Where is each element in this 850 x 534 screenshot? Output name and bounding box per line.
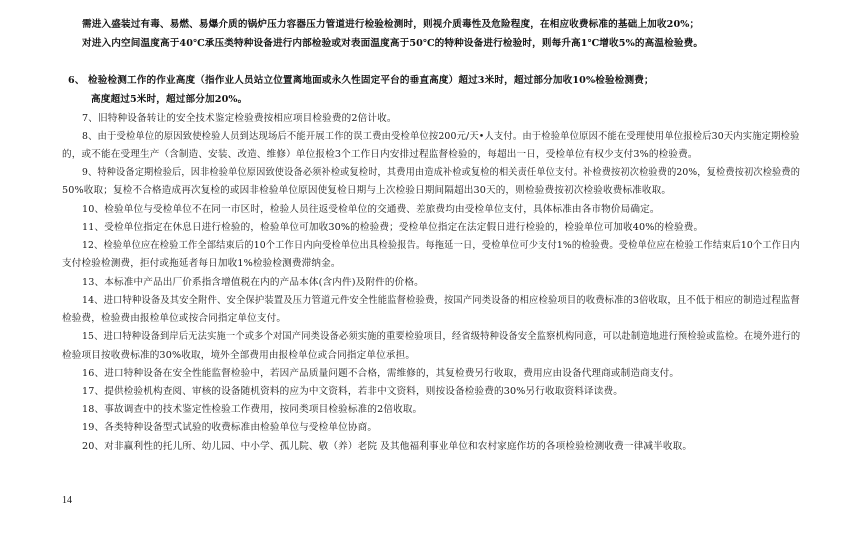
text-line: 8、由于受检单位的原因致使检验人员到达现场后不能开展工作的误工费由受检单位按200元/天•人支付。由于检验单位原因不能在受理使用单位报检后30天内实施定期检验 — [82, 131, 800, 142]
text-line: 7、旧特种设备转让的安全技术鉴定检验费按相应项目检验费的2倍计收。 — [82, 113, 397, 124]
text-line: 13、本标准中产品出厂价系指含增值税在内的产品本体(含内件)及附件的价格。 — [82, 277, 424, 288]
text-line: 19、各类特种设备型式试验的收费标准由检验单位与受检单位协商。 — [82, 422, 378, 433]
text-line: 12、检验单位应在检验工作全部结束后的10个工作日内向受检单位出具检验报告。每拖延一日，受检单位可少支付1%的检验费。受检单位应在检验工作结束后10个工作日内 — [82, 240, 800, 251]
text-line: 检验费，检验费由报检单位或按合同指定单位支付。 — [62, 313, 287, 324]
text-line: 11、受检单位指定在休息日进行检验的，检验单位可加收30%的检验费；受检单位指定在法定假日进行检验的，检验单位可加收40%的检验费。 — [82, 222, 704, 233]
text-line: 高度超过5米时，超过部分加20%。 — [91, 94, 248, 105]
text-line: 6、 检验检测工作的作业高度（指作业人员站立位置离地面或永久性固定平台的垂直高度）超过3米时，超过部分加收10%检验检测费； — [68, 75, 654, 86]
text-line: 18、事故调查中的技术鉴定性检验工作费用，按同类项目检验标准的2倍收取。 — [82, 404, 423, 415]
text-line: 20、对非赢利性的托儿所、幼儿园、中小学、孤儿院、敬（养）老院 及其他福利事业单位和农村家庭作坊的各项检验检测收费一律减半收取。 — [82, 441, 693, 452]
text-line: 的，或不能在受理生产（含制造、安装、改造、维修）单位报检3个工作日内安排过程监督检验的，每超出一日，受检单位有权少支付3%的检验费。 — [62, 149, 698, 160]
page-number: 14 — [62, 495, 72, 506]
text-line: 14、进口特种设备及其安全附件、安全保护装置及压力管道元件安全性能监督检验费，按国产同类设备的相应检验项目的收费标准的3倍收取，且不低于相应的制造过程监督 — [82, 295, 800, 306]
text-line: 50%收取；复检不合格造成再次复检的或因非检验单位原因使复检日期与上次检验日期间隔超出30天的，则检验费按初次检验收费标准收取。 — [62, 185, 672, 196]
text-line: 15、进口特种设备到岸后无法实施一个或多个对国产同类设备必须实施的重要检验项目，经省级特种设备安全监察机构同意，可以赴制造地进行预检验或监检。在境外进行的 — [82, 331, 801, 342]
text-line: 10、检验单位与受检单位不在同一市区时，检验人员往返受检单位的交通费、差旅费均由受检单位支付，具体标准由各市物价局确定。 — [82, 204, 660, 215]
text-line: 对进入内空间温度高于40℃承压类特种设备进行内部检验或对表面温度高于50℃的特种设备进行检验时，则每升高1℃增收5%的高温检验费。 — [82, 38, 704, 49]
text-line: 支付检验检测费，拒付或拖延者每日加收1%检验检测费滞纳金。 — [62, 258, 341, 269]
text-line: 需进入盛装过有毒、易燃、易爆介质的锅炉压力容器压力管道进行检验检测时，则视介质毒性及危险程度，在相应收费标准的基础上加收20%； — [82, 19, 700, 30]
text-line: 9、特种设备定期检验后，因非检验单位原因致使设备必须补检或复检时，其费用由造成补检或复检的相关责任单位支付。补检费按初次检验费的20%，复检费按初次检验费的 — [82, 167, 801, 178]
text-line: 16、进口特种设备在安全性能监督检验中，若因产品质量问题不合格，需维修的，其复检费另行收取，费用应由设备代理商或制造商支付。 — [82, 368, 680, 379]
text-line: 检验项目按收费标准的30%收取，境外全部费用由报检单位或合同指定单位承担。 — [62, 350, 416, 361]
text-line: 17、提供检验机构查阅、审核的设备随机资料的应为中文资料，若非中文资料，则按设备检验费的30%另行收取资料译读费。 — [82, 386, 623, 397]
